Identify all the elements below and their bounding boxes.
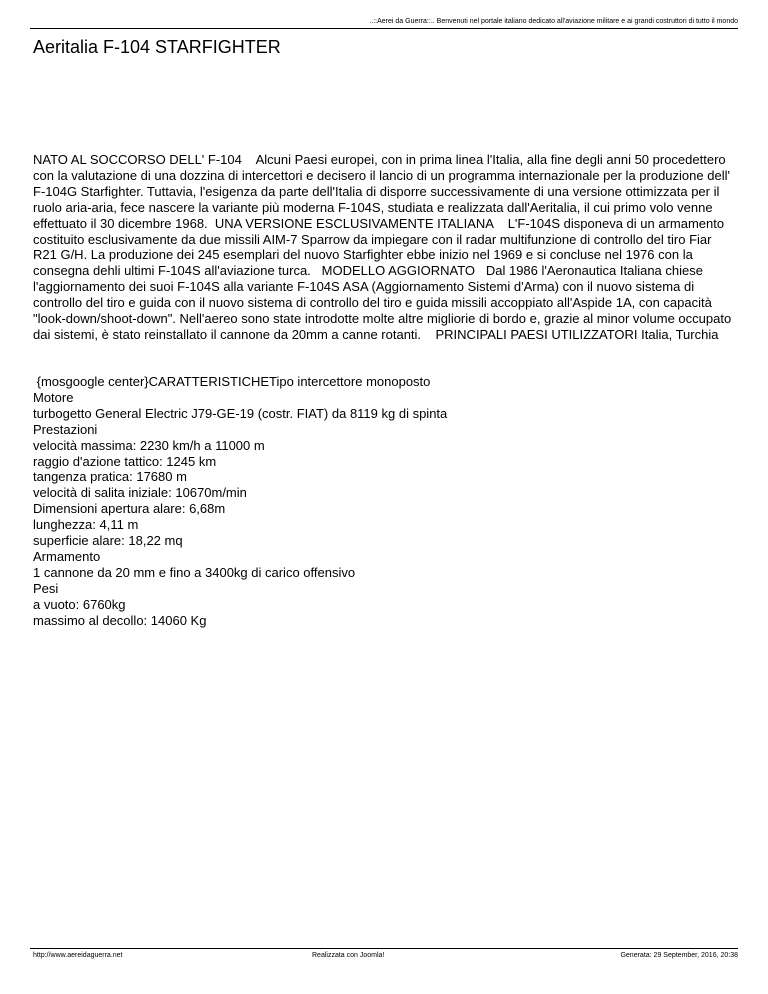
spec-line: {mosgoogle center}CARATTERISTICHETipo intercettore monoposto <box>33 374 431 389</box>
spec-line: Armamento <box>33 548 101 564</box>
header-divider <box>30 28 738 29</box>
spec-line: Pesi <box>33 580 59 596</box>
spec-line: lunghezza: 4,11 m <box>33 517 139 533</box>
article-body: NATO AL SOCCORSO DELL' F-104 Alcuni Paesi europei, con in prima linea l'Italia, alla fine degli anni 50 procedettero con la valutazione di una dozzina di intercettori e decisero il lancio di un programma internazionale per la produzione dell' F-104G Starfighter. Tuttavia, l'esigenza da parte dell'Italia di disporre successivamente di una versione ottimizzata per il ruolo aria-aria, fece nascere la variante più moderna F-104S, studiata e realizzata dall'Aeritalia, il cui primo volo venne effettuato il 30 dicembre 1968. UNA VERSIONE ESCLUSIVAMENTE ITALIANA L'F-104S disponeva di un armamento costituito esclusivamente da due missili AIM-7 Sparrow da impiegare con il radar multifunzione di controllo del tiro Fiar R21 G/H. La produzione dei 245 esemplari del nuovo Starfighter ebbe inizio nel 1969 e si concluse nel 1976 con la consegna dehli ultimi F-104S all'aviazione turca. MODELLO AGGIORNATO Dal 1986 l'Aeronautica Italiana chiese l'aggiornamento dei suoi F-104S alla variante F-104S ASA (Aggiornamento Sistemi d'Arma) con il nuovo sistema di controllo del tiro e guida con il nuovo sistema di controllo del tiro e guida missili accoppiato all'Aspide 1A, con capacità "look-down/shoot-down". Nell'aereo sono state introdotte molte altre migliorie di bordo e, grazie al minor volume occupato dai sistemi, è stato reinstallato il cannone da 20mm a canne rotanti. PRINCIPALI PAESI UTILIZZATORI Italia, Turchia <box>33 152 735 342</box>
spec-line: 1 cannone da 20 mm e fino a 3400kg di carico offensivo <box>33 564 356 580</box>
spec-line: turbogetto General Electric J79-GE-19 (costr. FIAT) da 8119 kg di spinta <box>33 405 448 421</box>
page-title: Aeritalia F-104 STARFIGHTER <box>33 37 281 57</box>
footer-credit: Realizzata con Joomla! <box>312 952 385 959</box>
spec-line: velocità di salita iniziale: 10670m/min <box>33 485 247 501</box>
footer-divider <box>30 948 738 949</box>
spec-line: superficie alare: 18,22 mq <box>33 533 183 549</box>
specifications-block <box>33 374 733 629</box>
spec-line: a vuoto: 6760kg <box>33 596 126 612</box>
spec-line: Prestazioni <box>33 421 98 437</box>
page-header-text: ..::Aerei da Guerra::.. Benvenuti nel portale italiano dedicato all'aviazione militare e ai grandi costruttori di tutto il mondo <box>369 18 738 25</box>
spec-line: velocità massima: 2230 km/h a 11000 m <box>33 437 265 453</box>
spec-line: Motore <box>33 389 74 405</box>
spec-line: tangenza pratica: 17680 m <box>33 469 187 485</box>
footer-url: http://www.aereidaguerra.net <box>33 952 123 959</box>
spec-line: Dimensioni apertura alare: 6,68m <box>33 501 226 517</box>
spec-line: raggio d'azione tattico: 1245 km <box>33 453 217 469</box>
footer-generated-date: Generata: 29 September, 2016, 20:38 <box>620 952 738 959</box>
spec-line: massimo al decollo: 14060 Kg <box>33 612 207 628</box>
